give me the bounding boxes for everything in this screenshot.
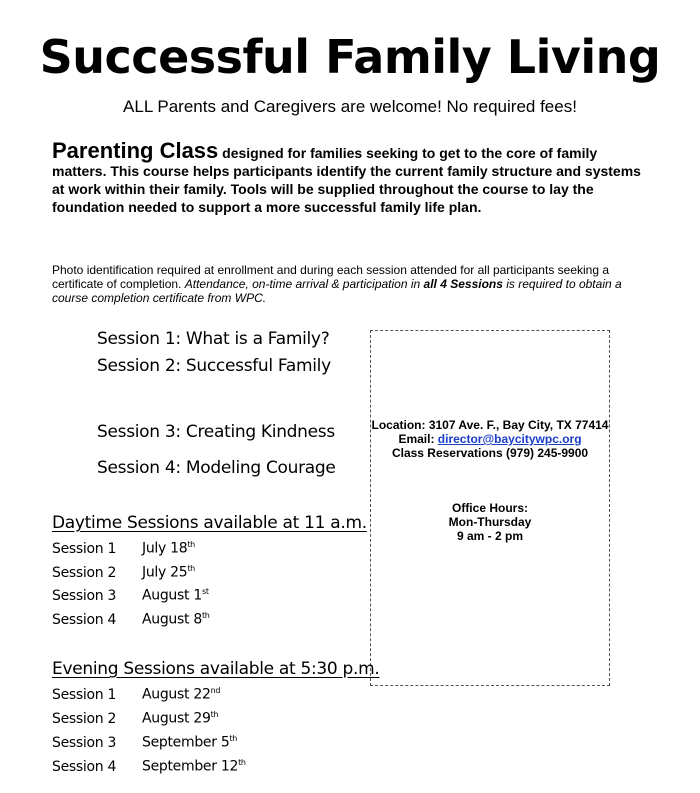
daytime-row bbox=[52, 611, 210, 628]
contact-block bbox=[371, 418, 609, 460]
office-hours-block bbox=[371, 501, 609, 543]
session-date: August 29 bbox=[142, 710, 211, 727]
date-suffix: th bbox=[229, 734, 238, 743]
session-title-4: Session 4: Modeling Courage bbox=[97, 458, 336, 478]
session-label: Session 3 bbox=[52, 587, 117, 604]
session-title-1: Session 1: What is a Family? bbox=[97, 329, 330, 349]
session-title-2: Session 2: Successful Family bbox=[97, 356, 331, 376]
session-date: August 22 bbox=[142, 686, 211, 703]
date-suffix: th bbox=[187, 540, 195, 549]
session-date: August 1 bbox=[142, 587, 202, 604]
session-label: Session 1 bbox=[52, 686, 117, 703]
date-suffix: nd bbox=[210, 686, 221, 695]
session-date: July 25 bbox=[142, 564, 188, 581]
intro-text: designed for families seeking to get to the core of family matters. This course helps participants identify the current family structure and systems at work within their family. Tools will be supplied throughout the course to lay the foundation needed to support a more successful family life plan. bbox=[52, 145, 641, 215]
session-label: Session 2 bbox=[52, 564, 117, 581]
evening-row bbox=[52, 734, 237, 751]
intro-lead: Parenting Class bbox=[52, 138, 219, 163]
notice-emphasis: all 4 Sessions bbox=[423, 277, 503, 291]
evening-heading: Evening Sessions available at 5:30 p.m. bbox=[52, 659, 380, 679]
reservations-text: Class Reservations (979) 245-9900 bbox=[391, 446, 589, 460]
page-title: Successful Family Living bbox=[39, 30, 661, 84]
notice-plain: Photo identification required at enrollment and during each session attended for all participants seeking a certificate of completion. bbox=[52, 263, 610, 291]
email-link[interactable]: director@baycitywpc.org bbox=[437, 432, 582, 446]
session-label: Session 2 bbox=[52, 710, 117, 727]
evening-row bbox=[52, 758, 246, 775]
session-title-3: Session 3: Creating Kindness bbox=[97, 422, 335, 442]
date-suffix: th bbox=[210, 710, 219, 719]
session-label: Session 4 bbox=[52, 758, 117, 775]
date-suffix: th bbox=[201, 611, 210, 620]
office-hours-label: Office Hours: bbox=[451, 501, 528, 515]
daytime-row bbox=[52, 564, 195, 581]
office-time: 9 am - 2 pm bbox=[456, 529, 524, 543]
notice-italic-b: is required to obtain a course completion certificate from WPC. bbox=[52, 277, 622, 305]
office-days: Mon-Thursday bbox=[448, 515, 532, 529]
session-date: September 12 bbox=[142, 758, 239, 775]
date-suffix: st bbox=[201, 587, 209, 596]
date-suffix: th bbox=[238, 758, 246, 767]
subtitle: ALL Parents and Caregivers are welcome! No required fees! bbox=[123, 97, 577, 116]
email-label: Email: bbox=[398, 432, 438, 446]
intro-paragraph bbox=[52, 138, 652, 216]
daytime-row bbox=[52, 587, 209, 604]
session-date: July 18 bbox=[142, 540, 188, 557]
contact-info-box bbox=[370, 330, 610, 686]
session-label: Session 1 bbox=[52, 540, 117, 557]
date-suffix: th bbox=[187, 564, 195, 573]
session-label: Session 4 bbox=[52, 611, 117, 628]
daytime-heading: Daytime Sessions available at 11 a.m. bbox=[52, 513, 367, 533]
session-date: September 5 bbox=[142, 734, 230, 751]
session-date: August 8 bbox=[142, 611, 202, 628]
session-label: Session 3 bbox=[52, 734, 117, 751]
daytime-row bbox=[52, 540, 195, 557]
evening-row bbox=[52, 710, 218, 727]
email-line bbox=[371, 432, 609, 446]
notice-italic-a: Attendance, on-time arrival & participation in bbox=[184, 277, 424, 291]
location-text: Location: 3107 Ave. F., Bay City, TX 77414 bbox=[371, 418, 609, 432]
enrollment-notice bbox=[52, 263, 642, 305]
evening-row bbox=[52, 686, 220, 703]
